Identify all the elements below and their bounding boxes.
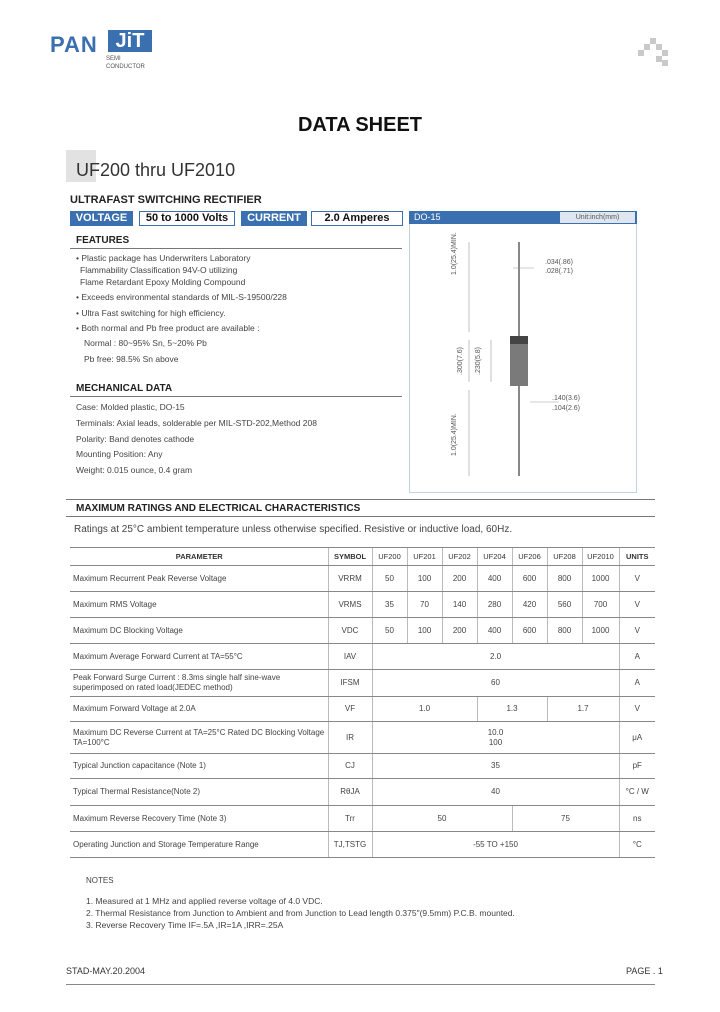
feature-line: Flame Retardant Epoxy Molding Compound — [80, 277, 246, 287]
feature-line: Flammability Classification 94V-O utilizing — [80, 265, 238, 275]
param-cell: Maximum DC Blocking Voltage — [70, 618, 328, 644]
symbol-cell: TJ,TSTG — [328, 832, 372, 858]
param-cell: Maximum RMS Voltage — [70, 592, 328, 618]
diode-drawing — [409, 224, 637, 492]
note-item: 3. Reverse Recovery Time IF=.5A ,IR=1A ,IRR=.25A — [86, 920, 284, 930]
value-cell: 700 — [582, 592, 619, 618]
package-label: DO-15 — [414, 212, 441, 222]
table-row — [70, 592, 655, 618]
header-uf201: UF201 — [407, 548, 442, 566]
value-cell: 100 — [407, 618, 442, 644]
footer-page: PAGE . 1 — [626, 966, 663, 976]
value-cell: 50 — [372, 566, 407, 592]
value-cell: 1000 — [582, 566, 619, 592]
header-uf204: UF204 — [477, 548, 512, 566]
mechanical-line: Weight: 0.015 ounce, 0.4 gram — [76, 465, 193, 475]
table-row — [70, 566, 655, 592]
table-row — [70, 644, 655, 670]
symbol-cell: VF — [328, 697, 372, 722]
param-cell: Typical Junction capacitance (Note 1) — [70, 754, 328, 779]
table-row — [70, 722, 655, 754]
merged-value-cell: 40 — [372, 779, 619, 806]
value-cell: 420 — [512, 592, 547, 618]
mechanical-rule — [70, 396, 402, 397]
note-item: 1. Measured at 1 MHz and applied reverse voltage of 4.0 VDC. — [86, 896, 323, 906]
max-ratings-heading: MAXIMUM RATINGS AND ELECTRICAL CHARACTERISTICS — [76, 503, 361, 514]
symbol-cell: Trr — [328, 806, 372, 832]
logo-conductor: CONDUCTOR — [106, 64, 145, 70]
group-value-cell: 1.7 — [547, 697, 619, 722]
feature-line: Pb free: 98.5% Sn above — [84, 354, 179, 364]
value-cell: 600 — [512, 618, 547, 644]
note-item: 2. Thermal Resistance from Junction to Ambient and from Junction to Lead length 0.375"(9.5mm) P.C.B. mounted. — [86, 908, 515, 918]
dim-lead-length-bottom: 1.0(25.4)MIN. — [451, 413, 458, 456]
symbol-cell: VRRM — [328, 566, 372, 592]
value-cell: 50 — [372, 618, 407, 644]
logo-pan: PAN — [50, 32, 98, 57]
merged-value-cell — [372, 722, 619, 754]
voltage-label: VOLTAGE — [70, 211, 133, 226]
package-unit: Unit:inch(mm) — [560, 212, 635, 223]
param-cell: Maximum Reverse Recovery Time (Note 3) — [70, 806, 328, 832]
unit-cell: V — [619, 566, 655, 592]
notes-heading: NOTES — [86, 876, 114, 885]
footer-rule — [66, 984, 655, 985]
value-cell: 400 — [477, 566, 512, 592]
value-cell: 560 — [547, 592, 582, 618]
header-parameter: PARAMETER — [70, 548, 328, 566]
unit-cell: °C / W — [619, 779, 655, 806]
value-cell: 200 — [442, 618, 477, 644]
feature-line: • Ultra Fast switching for high efficiency. — [76, 308, 226, 318]
footer-date: STAD-MAY.20.2004 — [66, 966, 146, 976]
page-title: DATA SHEET — [297, 114, 423, 136]
feature-line: • Exceeds environmental standards of MIL-S-19500/228 — [76, 292, 287, 302]
feature-line: Normal : 80~95% Sn, 5~20% Pb — [84, 338, 207, 348]
mechanical-heading: MECHANICAL DATA — [76, 383, 173, 394]
ratings-conditions: Ratings at 25°C ambient temperature unless otherwise specified. Resistive or inductive load, 60Hz. — [74, 524, 513, 535]
param-cell: Typical Thermal Resistance(Note 2) — [70, 779, 328, 806]
value-cell: 35 — [372, 592, 407, 618]
table-row — [70, 754, 655, 779]
current-value: 2.0 Amperes — [311, 211, 403, 226]
table-row — [70, 779, 655, 806]
merged-value-cell: -55 TO +150 — [372, 832, 619, 858]
ir-value-100c: 100 — [488, 737, 503, 747]
ratings-rule-bottom — [66, 516, 655, 517]
unit-cell: V — [619, 697, 655, 722]
header-symbol: SYMBOL — [328, 548, 372, 566]
param-cell: Maximum DC Reverse Current at TA=25°C Rated DC Blocking Voltage TA=100°C — [70, 722, 328, 754]
value-cell: 280 — [477, 592, 512, 618]
unit-cell: μA — [619, 722, 655, 754]
value-cell: 600 — [512, 566, 547, 592]
value-cell: 800 — [547, 566, 582, 592]
group-value-cell: 75 — [512, 806, 619, 832]
mechanical-line: Polarity: Band denotes cathode — [76, 434, 195, 444]
value-cell: 70 — [407, 592, 442, 618]
header-uf2010: UF2010 — [582, 548, 619, 566]
param-cell: Maximum Average Forward Current at TA=55°C — [70, 644, 328, 670]
header-units: UNITS — [619, 548, 655, 566]
group-value-cell: 1.3 — [477, 697, 547, 722]
symbol-cell: RθJA — [328, 779, 372, 806]
value-cell: 200 — [442, 566, 477, 592]
dim-body-min: .230(5.8) — [475, 346, 482, 375]
subtitle: ULTRAFAST SWITCHING RECTIFIER — [70, 194, 262, 206]
feature-line: • Both normal and Pb free product are available : — [76, 323, 260, 333]
logo-semi: SEMI — [106, 56, 121, 62]
merged-value-cell: 2.0 — [372, 644, 619, 670]
table-header-row — [70, 548, 655, 566]
group-value-cell: 50 — [372, 806, 512, 832]
unit-cell: ns — [619, 806, 655, 832]
value-cell: 400 — [477, 618, 512, 644]
current-label: CURRENT — [241, 211, 307, 226]
value-cell: 140 — [442, 592, 477, 618]
dim-diameter-min: .104(2.6) — [552, 405, 581, 412]
value-cell: 1000 — [582, 618, 619, 644]
unit-cell: °C — [619, 832, 655, 858]
table-row — [70, 832, 655, 858]
part-range: UF200 thru UF2010 — [76, 160, 236, 180]
mechanical-line: Mounting Position: Any — [76, 449, 163, 459]
header-uf206: UF206 — [512, 548, 547, 566]
value-cell: 100 — [407, 566, 442, 592]
group-value-cell: 1.0 — [372, 697, 477, 722]
corner-decoration — [638, 38, 668, 66]
param-cell: Peak Forward Surge Current : 8.3ms single half sine-wave superimposed on rated load(JEDEC method) — [70, 670, 328, 697]
symbol-cell: CJ — [328, 754, 372, 779]
dim-diameter-max: .140(3.6) — [552, 395, 581, 402]
voltage-value: 50 to 1000 Volts — [139, 211, 235, 226]
mechanical-line: Case: Molded plastic, DO-15 — [76, 402, 185, 412]
param-cell: Operating Junction and Storage Temperature Range — [70, 832, 328, 858]
header-uf200: UF200 — [372, 548, 407, 566]
param-cell: Maximum Forward Voltage at 2.0A — [70, 697, 328, 722]
dim-lead-max: .034(.86) — [545, 259, 574, 266]
unit-cell: V — [619, 592, 655, 618]
symbol-cell: IFSM — [328, 670, 372, 697]
param-cell: Maximum Recurrent Peak Reverse Voltage — [70, 566, 328, 592]
header-uf208: UF208 — [547, 548, 582, 566]
table-row — [70, 697, 655, 722]
dim-body-max: .300(7.6) — [457, 346, 464, 375]
symbol-cell: VRMS — [328, 592, 372, 618]
features-heading: FEATURES — [76, 235, 130, 246]
value-cell: 800 — [547, 618, 582, 644]
unit-cell: A — [619, 670, 655, 697]
dim-lead-min: .028(.71) — [545, 268, 574, 275]
feature-line: • Plastic package has Underwriters Laboratory — [76, 253, 251, 263]
ratings-table — [70, 547, 655, 858]
unit-cell: pF — [619, 754, 655, 779]
header-uf202: UF202 — [442, 548, 477, 566]
table-row — [70, 670, 655, 697]
logo-jit: JiT — [108, 30, 152, 52]
symbol-cell: IAV — [328, 644, 372, 670]
ratings-rule-top — [66, 499, 655, 500]
unit-cell: V — [619, 618, 655, 644]
merged-value-cell: 60 — [372, 670, 619, 697]
symbol-cell: VDC — [328, 618, 372, 644]
table-row — [70, 806, 655, 832]
dim-lead-length-top: 1.0(25.4)MIN. — [451, 232, 458, 275]
symbol-cell: IR — [328, 722, 372, 754]
unit-cell: A — [619, 644, 655, 670]
ir-value-25c: 10.0 — [487, 727, 504, 737]
mechanical-line: Terminals: Axial leads, solderable per MIL-STD-202,Method 208 — [76, 418, 317, 428]
features-rule — [70, 248, 402, 249]
table-row — [70, 618, 655, 644]
merged-value-cell: 35 — [372, 754, 619, 779]
